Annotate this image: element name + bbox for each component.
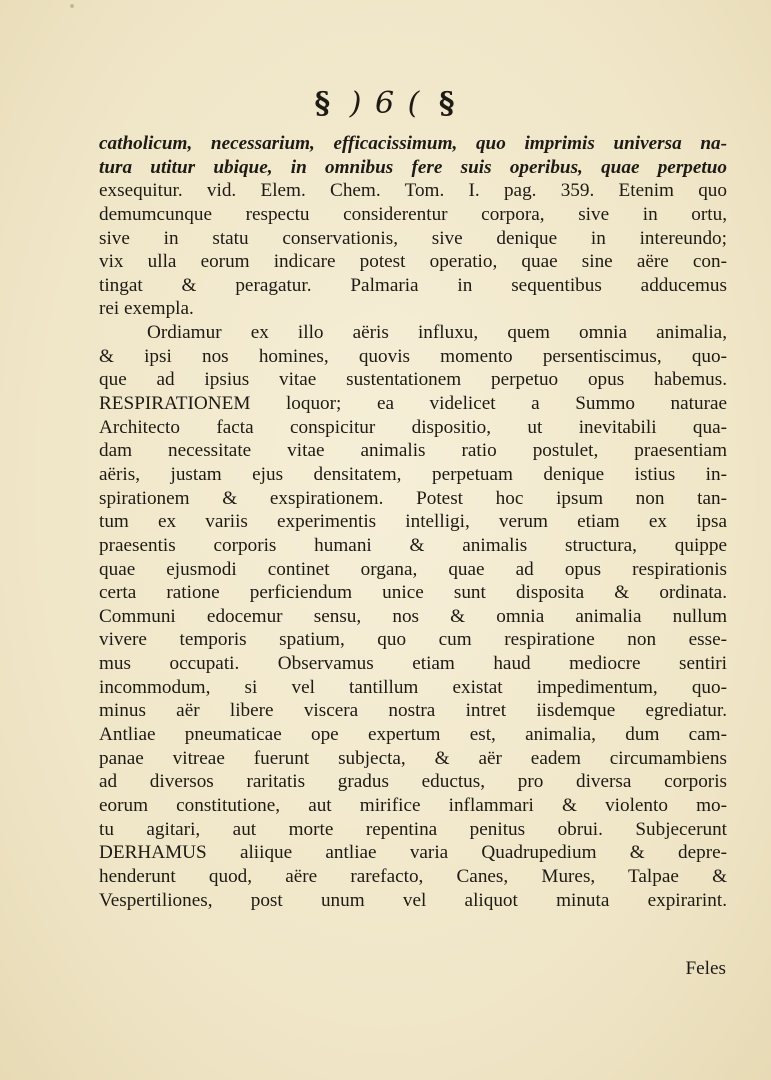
text-line: tu agitari, aut morte repentina penitus obrui. Subjecerunt — [99, 818, 727, 840]
text-line: certa ratione perficiendum unice sunt disposita & ordinata. — [99, 582, 727, 604]
text-line: minus aër libere viscera nostra intret iisdemque egrediatur. — [99, 700, 727, 722]
text-line: vivere temporis spatium, quo cum respiratione non esse- — [99, 629, 727, 651]
text-line: Antliae pneumaticae ope expertum est, animalia, dum cam- — [99, 724, 727, 746]
text-line: henderunt quod, aëre rarefacto, Canes, Mures, Talpae & — [99, 865, 727, 887]
text-line: demumcunque respectu considerentur corpora, sive in ortu, — [99, 203, 727, 225]
text-line: RESPIRATIONEM loquor; ea videlicet a Summo naturae — [99, 393, 727, 415]
body-text — [99, 132, 727, 912]
text-line: catholicum, necessarium, efficacissimum, quo imprimis universa na- — [99, 133, 727, 154]
text-line: aëris, justam ejus densitatem, perpetuam denique istius in- — [99, 463, 727, 485]
text-line: spirationem & exspirationem. Potest hoc ipsum non tan- — [99, 487, 727, 509]
text-line: panae vitreae fuerunt subjecta, & aër eadem circumambiens — [99, 747, 727, 769]
left-ornament: § — [314, 86, 333, 121]
text-line: praesentis corporis humani & animalis structura, quippe — [99, 534, 727, 556]
text-line: Architecto facta conspicitur dispositio, ut inevitabili qua- — [99, 416, 727, 438]
text-line: vix ulla eorum indicare potest operatio, quae sine aëre con- — [99, 251, 727, 273]
text-line: rei exempla. — [99, 298, 194, 320]
page-number: ) 6 ( — [349, 86, 422, 121]
text-line: eorum constitutione, aut mirifice inflammari & violento mo- — [99, 794, 727, 816]
text-line: & ipsi nos homines, quovis momento persentiscimus, quo- — [99, 345, 727, 367]
text-line: tum ex variis experimentis intelligi, verum etiam ex ipsa — [99, 511, 727, 533]
text-line: tingat & peragatur. Palmaria in sequentibus adducemus — [99, 274, 727, 296]
text-line: exsequitur. vid. Elem. Chem. Tom. I. pag. 359. Etenim quo — [99, 180, 727, 202]
right-ornament: § — [438, 86, 457, 121]
text-line: quae ejusmodi continet organa, quae ad opus respirationis — [99, 558, 727, 580]
text-line: DERHAMUS aliique antliae varia Quadrupedium & depre- — [99, 842, 727, 864]
text-line: sive in statu conservationis, sive denique in intereundo; — [99, 227, 727, 249]
ink-speck — [70, 4, 74, 8]
text-line: Communi edocemur sensu, nos & omnia animalia nullum — [99, 605, 727, 627]
text-line: incommodum, si vel tantillum existat impedimentum, quo- — [99, 676, 727, 698]
text-line: Ordiamur ex illo aëris influxu, quem omnia animalia, — [147, 322, 727, 344]
text-line: ad diversos raritatis gradus eductus, pro diversa corporis — [99, 771, 727, 793]
running-head — [0, 86, 771, 121]
catchword: Feles — [685, 958, 726, 979]
text-line: mus occupati. Observamus etiam haud mediocre sentiri — [99, 653, 727, 675]
text-line: que ad ipsius vitae sustentationem perpetuo opus habemus. — [99, 369, 727, 391]
text-line: dam necessitate vitae animalis ratio postulet, praesentiam — [99, 440, 727, 462]
text-line: Vespertiliones, post unum vel aliquot minuta expirarint. — [99, 889, 727, 911]
text-line: tura utitur ubique, in omnibus fere suis operibus, quae perpetuo — [99, 156, 727, 178]
